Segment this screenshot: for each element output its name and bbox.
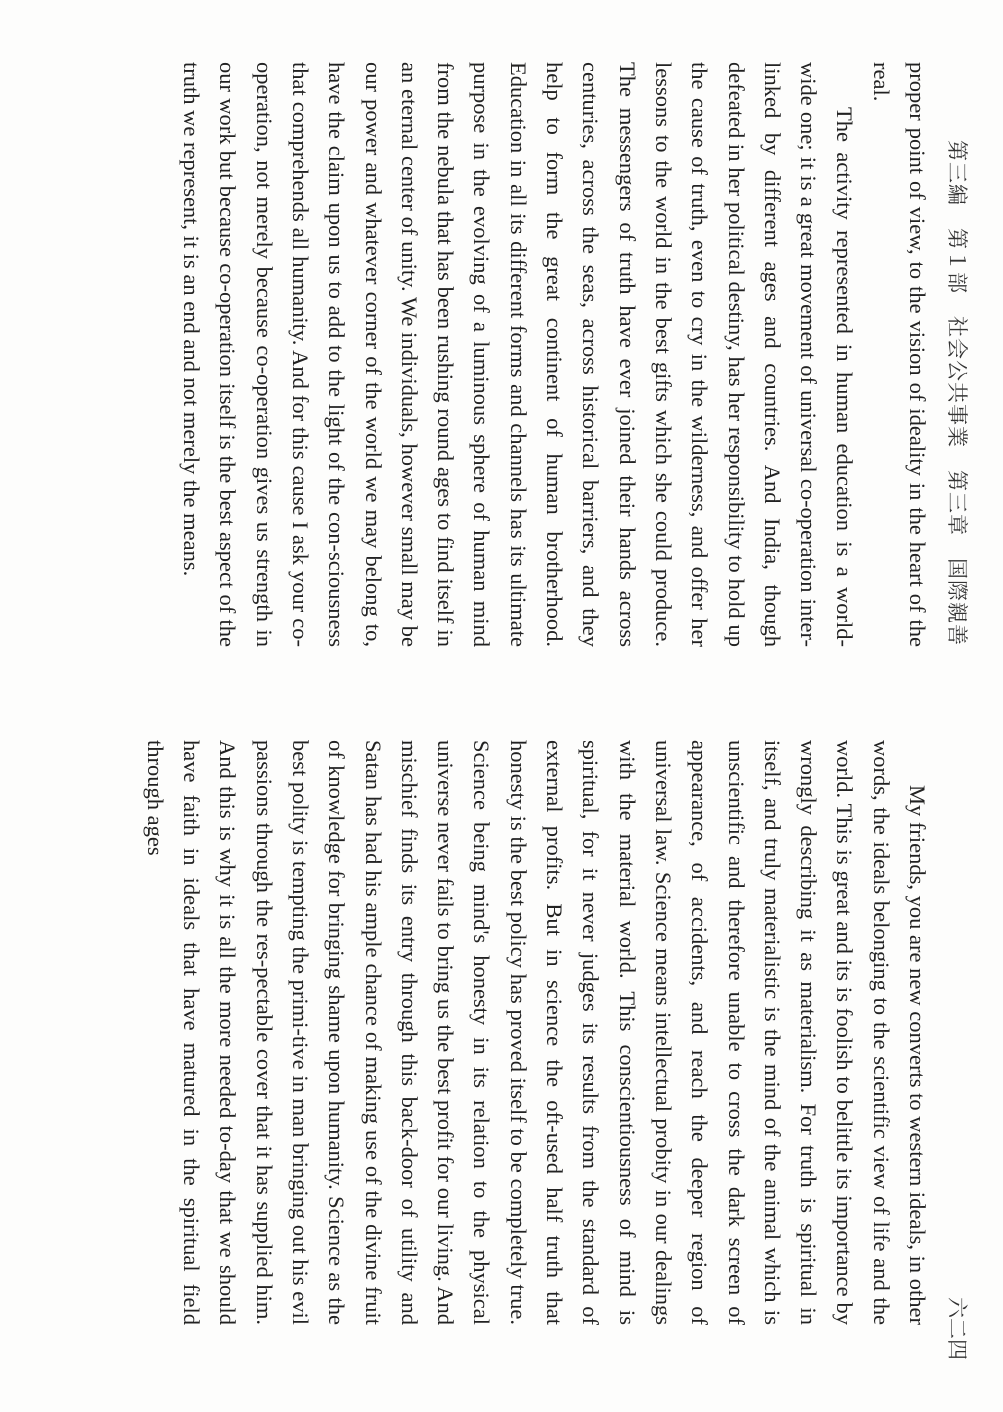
text-column-right (136, 740, 935, 1325)
page-number: 六二四 (945, 1297, 969, 1360)
paragraph: My friends, you are new converts to western ideals, in other words, the ideals belonging to the scientific view of life and the world. This is great and its is foolish to belittle its importance by wrongly describing it as materialism. For truth is spiritual in itself, and truly materialistic is the mind of the animal which is unscientific and therefore unable to cross the dark screen of appearance, of accidents, and reach the deeper region of universal law. Science means intellectual probity in our dealings with the material world. This conscientiousness of mind is spiritual, for it never judges its results from the standard of external profits. But in science the oft-used half truth that honesty is the best policy has proved itself to be completely true. Science being mind's honesty in its relation to the physical universe never fails to bring us the best profit for our living. And mischief finds its entry through this back-door of utility and Satan has had his ample chance of making use of the divine fruit of knowledge for bringing shame upon humanity. Science as the best polity is tempting the primi-tive in man bringing out his evil passions through the res-pectable cover that it has supplied him. And this is why it is all the more needed to-day that we should have faith in ideals that have matured in the spiritual field through ages (142, 740, 930, 1325)
chapter-header: 第三編 第１部 社会公共事業 第三章 国際親善 (945, 140, 969, 646)
text-column-left (173, 62, 935, 647)
running-header (943, 140, 973, 1360)
paragraph: proper point of view, to the vision of ideality in the heart of the real. (868, 62, 930, 647)
paragraph: The activity represented in human education is a world-wide one; it is a great movement of universal co-operation inter-linked by different ages and countries. And India, though defeated in her political destiny, has her responsibility to hold up the cause of truth, even to cry in the wilderness, and offer her lessons to the world in the best gifts which she could produce. The messengers of truth have ever joined their hands across centuries, across the seas, across historical barriers, and they help to form the great continent of human brotherhood. Education in all its different forms and channels has its ultimate purpose in the evolving of a luminous sphere of human mind from the nebula that has been rushing round ages to find itself in an eternal center of unity. We individuals, however small may be our power and whatever corner of the world we may belong to, have the claim upon us to add to the light of the con-sciousness that comprehends all humanity. And for this cause I ask your co-operation, not merely because co-operation gives us strength in our work but because co-operation itself is the best aspect of the truth we represent, it is an end and not merely the means. (179, 62, 858, 647)
